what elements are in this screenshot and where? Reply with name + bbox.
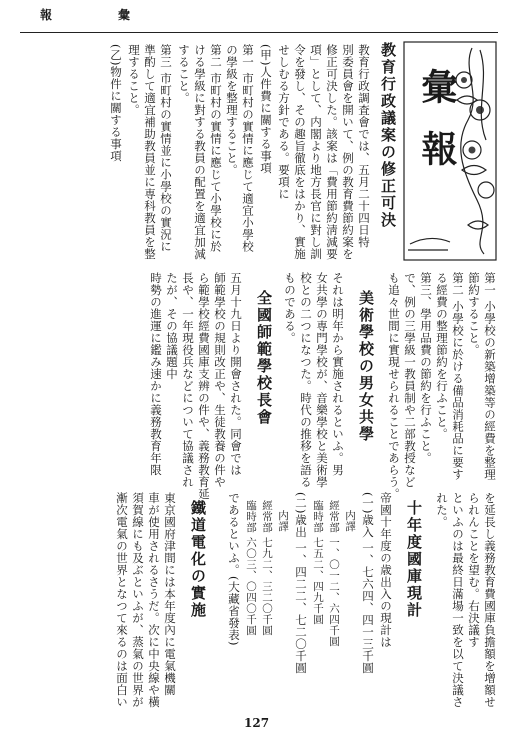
article4-line: (二)歳出 一、四二二、七二〇千圓 (294, 492, 308, 675)
article1-line: 理すること。 (127, 44, 141, 116)
article5-line: 東京國府津間には本年度內に電氣機關 (163, 492, 177, 696)
article2-line: それは明年から實施されるといふ。男 (331, 272, 345, 476)
article1-line: 教育行政調査會では、五月二十四日特 (357, 44, 371, 248)
article1-line: すること。 (177, 44, 191, 104)
article1-line: 第一 市町村の實情に應じて適宜小學校 (241, 44, 255, 253)
article5-title: 鐵道電化の實施 (189, 500, 207, 619)
article1-line: せしむる方針である。要項に (277, 44, 291, 200)
article1-cont-line: で、例の三學級一教員制や二部教授など (403, 272, 417, 488)
article3-cont-line: を延長し義務教育費國庫負擔額を增額せ (483, 492, 497, 708)
article4-line: 帝國十年度の歳出入の現計は (379, 492, 393, 648)
masthead-title: 彙報 (416, 68, 458, 192)
article1-line: 令を發し、その趣旨徹底をはかり、實施 (293, 44, 307, 260)
article1-cont-line: も追々世間に實現せられることであらう。 (387, 272, 401, 500)
article1-line: 別委員會を開いて、例の教育費節約案を (341, 44, 355, 260)
article1-cont-line: る經費の整理節約を行ふこと。 (435, 272, 449, 440)
article1-cont-line: 第一 小學校の新築增築等の經費を整理 (483, 272, 497, 481)
article2-title: 美術學校の男女共學 (357, 290, 375, 443)
article1-cont-line: 第二 小學校に於ける備品消耗品に要す (451, 272, 465, 481)
article3-cont-line: られんことを望む。右決議す (467, 492, 481, 648)
article4-line: 臨時部 六〇三、〇四〇千圓 (245, 500, 257, 636)
article1-line: 項」として、内閣より地方長官に對し訓 (309, 44, 323, 260)
article4-title: 十年度國庫現計 (405, 500, 423, 619)
article5-line: 漸次電氣の世界となつて來るのは面白い (115, 492, 129, 708)
article1-line: (甲)人件費に關する事項 (259, 44, 273, 174)
article1-line: 準酌して適宜補助教員並に専科教員を整 (143, 44, 157, 260)
article1-line: 第三 市町村の實情並に小學校の實況に (159, 44, 173, 253)
running-head-right: 彙 (118, 8, 141, 22)
article3-cont-line: といふのは最終日滿場一致を以て決議さ (451, 492, 465, 708)
article3-title: 全國師範學校長會 (255, 290, 273, 426)
article2-line: 校との二つになつた。時代の推移を語る (299, 272, 313, 488)
article1-cont-line: 節約すること。 (467, 272, 481, 356)
article1-line: 第二 市町村の實情に應じて小學校に於 (209, 44, 223, 253)
top-rule (20, 32, 498, 33)
article5-line: 車が使用されるさうだ。次に中央線や橫 (147, 492, 161, 708)
page-number: 127 (244, 716, 270, 730)
article4-line: 經常部 一、〇一二、六四千圓 (328, 500, 340, 647)
article4-line: 臨時部 七五二、四九千圓 (312, 500, 324, 625)
article1-line: の學級を整理すること。 (225, 44, 239, 176)
article4-line: (一)歳入 一、七六四、四一三千圓 (361, 492, 375, 675)
article4-line: 經常部 七九二、三二〇千圓 (261, 500, 273, 636)
article1-line: ける學級に對する教員の配置を適宜加減 (193, 44, 207, 260)
article2-line: ものである。 (283, 272, 297, 344)
article3-line: 五月十九日より開會された。同會では (229, 272, 243, 476)
article1-line: (乙)物件に關する事項 (109, 44, 123, 162)
article3-line: ら範學校經費國庫支辨の件や、義務教育延 (197, 272, 211, 500)
article2-line: 女共學の専門學校が、音樂學校と美術學 (315, 272, 329, 488)
article4-line: 内譯 (344, 510, 356, 532)
article1-title: 教育行政議案の修正可決 (379, 42, 397, 229)
article3-line: 長や、一年現役兵などについて協議され (181, 272, 195, 488)
article3-line: 師範學校の規則改正や、生徒教養の件や (213, 272, 227, 488)
article3-cont-line: れた。 (435, 492, 449, 528)
article1-cont-line: 第三、學用品費の節約を行ふこと。 (419, 272, 433, 464)
article4-line: 内譯 (277, 510, 289, 532)
article3-line: たが、その協議題中 (165, 272, 179, 380)
article4-line: であるといふ。(大藏省發表) (227, 492, 241, 646)
article3-line: 時勢の進運に鑑み速かに義務教育年限 (149, 272, 163, 476)
article1-line: 修正可決した。該案は「費用節約淸減要 (325, 44, 339, 260)
article5-line: 須賀線にも及ぶといふが、蒸氣の世界が (131, 492, 145, 708)
running-head-left: 報 (40, 8, 63, 22)
